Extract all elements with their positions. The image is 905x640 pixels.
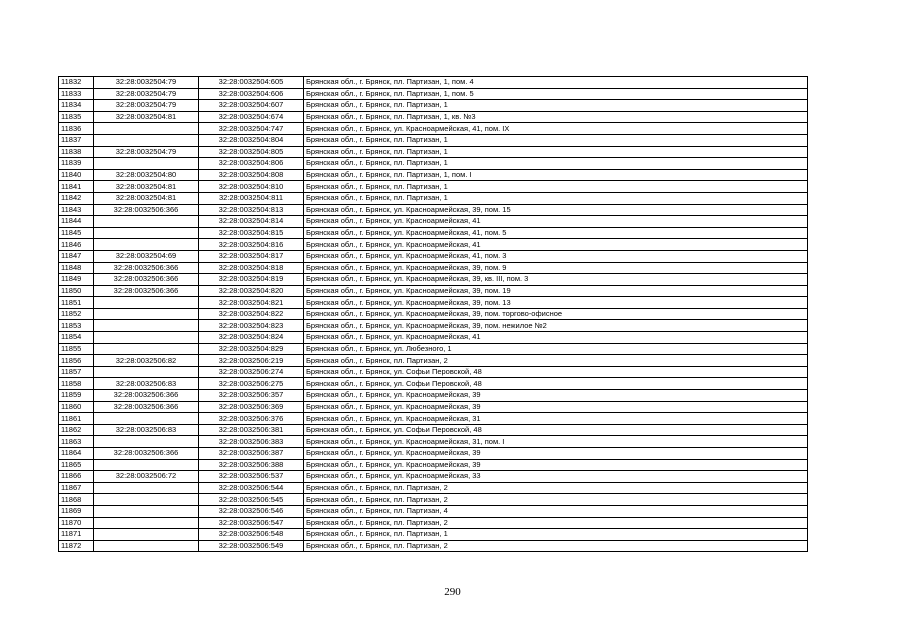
address-cell: Брянская обл., г. Брянск, ул. Красноармейская, 39, кв. III, пом. 3 <box>304 274 808 286</box>
parent-cadastral-cell <box>94 343 199 355</box>
parent-cadastral-cell: 32:28:0032504:81 <box>94 181 199 193</box>
address-cell: Брянская обл., г. Брянск, ул. Красноармейская, 31 <box>304 413 808 425</box>
parent-cadastral-cell: 32:28:0032504:79 <box>94 100 199 112</box>
cadastral-number-cell: 32:28:0032504:813 <box>199 204 304 216</box>
parent-cadastral-cell: 32:28:0032504:79 <box>94 146 199 158</box>
table-row <box>59 262 808 274</box>
cadastral-number-cell: 32:28:0032504:816 <box>199 239 304 251</box>
table-row <box>59 297 808 309</box>
cadastral-number-cell: 32:28:0032504:605 <box>199 77 304 89</box>
row-number-cell: 11859 <box>59 390 94 402</box>
cadastral-number-cell: 32:28:0032504:674 <box>199 111 304 123</box>
address-cell: Брянская обл., г. Брянск, пл. Партизан, 1 <box>304 158 808 170</box>
row-number-cell: 11841 <box>59 181 94 193</box>
row-number-cell: 11838 <box>59 146 94 158</box>
address-cell: Брянская обл., г. Брянск, ул. Красноармейская, 41, пом. 3 <box>304 250 808 262</box>
table-row <box>59 181 808 193</box>
cadastral-number-cell: 32:28:0032504:818 <box>199 262 304 274</box>
table-row <box>59 146 808 158</box>
row-number-cell: 11854 <box>59 332 94 344</box>
row-number-cell: 11872 <box>59 540 94 552</box>
cadastral-number-cell: 32:28:0032504:806 <box>199 158 304 170</box>
row-number-cell: 11833 <box>59 88 94 100</box>
address-cell: Брянская обл., г. Брянск, ул. Красноармейская, 39, пом. 15 <box>304 204 808 216</box>
row-number-cell: 11862 <box>59 424 94 436</box>
row-number-cell: 11857 <box>59 366 94 378</box>
row-number-cell: 11840 <box>59 169 94 181</box>
parent-cadastral-cell: 32:28:0032506:366 <box>94 448 199 460</box>
cadastral-number-cell: 32:28:0032506:275 <box>199 378 304 390</box>
address-cell: Брянская обл., г. Брянск, ул. Софьи Перовской, 48 <box>304 378 808 390</box>
table-row <box>59 111 808 123</box>
row-number-cell: 11860 <box>59 401 94 413</box>
row-number-cell: 11858 <box>59 378 94 390</box>
address-cell: Брянская обл., г. Брянск, ул. Красноармейская, 41, пом. IX <box>304 123 808 135</box>
row-number-cell: 11843 <box>59 204 94 216</box>
parent-cadastral-cell <box>94 239 199 251</box>
address-cell: Брянская обл., г. Брянск, ул. Красноармейская, 39, пом. нежилое №2 <box>304 320 808 332</box>
address-cell: Брянская обл., г. Брянск, пл. Партизан, 1 <box>304 100 808 112</box>
parent-cadastral-cell <box>94 216 199 228</box>
parent-cadastral-cell <box>94 332 199 344</box>
table-row <box>59 320 808 332</box>
address-cell: Брянская обл., г. Брянск, пл. Партизан, 1, пом. I <box>304 169 808 181</box>
cadastral-number-cell: 32:28:0032504:747 <box>199 123 304 135</box>
registry-table <box>58 76 808 552</box>
parent-cadastral-cell: 32:28:0032506:366 <box>94 401 199 413</box>
parent-cadastral-cell <box>94 134 199 146</box>
cadastral-number-cell: 32:28:0032506:381 <box>199 424 304 436</box>
table-row <box>59 482 808 494</box>
parent-cadastral-cell <box>94 158 199 170</box>
cadastral-number-cell: 32:28:0032504:607 <box>199 100 304 112</box>
parent-cadastral-cell: 32:28:0032506:83 <box>94 424 199 436</box>
address-cell: Брянская обл., г. Брянск, ул. Красноармейская, 41, пом. 5 <box>304 227 808 239</box>
address-cell: Брянская обл., г. Брянск, ул. Красноармейская, 33 <box>304 471 808 483</box>
cadastral-number-cell: 32:28:0032506:545 <box>199 494 304 506</box>
table-row <box>59 517 808 529</box>
row-number-cell: 11852 <box>59 308 94 320</box>
parent-cadastral-cell: 32:28:0032504:81 <box>94 192 199 204</box>
row-number-cell: 11870 <box>59 517 94 529</box>
table-row <box>59 448 808 460</box>
address-cell: Брянская обл., г. Брянск, ул. Красноармейская, 39 <box>304 448 808 460</box>
address-cell: Брянская обл., г. Брянск, ул. Красноармейская, 31, пом. I <box>304 436 808 448</box>
table-row <box>59 285 808 297</box>
address-cell: Брянская обл., г. Брянск, ул. Красноармейская, 39 <box>304 459 808 471</box>
address-cell: Брянская обл., г. Брянск, пл. Партизан, 1 <box>304 134 808 146</box>
row-number-cell: 11865 <box>59 459 94 471</box>
table-row <box>59 343 808 355</box>
cadastral-number-cell: 32:28:0032506:357 <box>199 390 304 402</box>
row-number-cell: 11866 <box>59 471 94 483</box>
cadastral-number-cell: 32:28:0032504:810 <box>199 181 304 193</box>
parent-cadastral-cell <box>94 308 199 320</box>
table-row <box>59 471 808 483</box>
row-number-cell: 11848 <box>59 262 94 274</box>
cadastral-number-cell: 32:28:0032504:815 <box>199 227 304 239</box>
parent-cadastral-cell <box>94 505 199 517</box>
table-row <box>59 100 808 112</box>
address-cell: Брянская обл., г. Брянск, пл. Партизан, 2 <box>304 482 808 494</box>
table-row <box>59 529 808 541</box>
page-number: 290 <box>444 586 461 598</box>
address-cell: Брянская обл., г. Брянск, пл. Партизан, 4 <box>304 505 808 517</box>
cadastral-number-cell: 32:28:0032504:606 <box>199 88 304 100</box>
parent-cadastral-cell <box>94 529 199 541</box>
registry-table-body <box>59 77 808 552</box>
table-row <box>59 390 808 402</box>
row-number-cell: 11846 <box>59 239 94 251</box>
row-number-cell: 11842 <box>59 192 94 204</box>
row-number-cell: 11847 <box>59 250 94 262</box>
row-number-cell: 11863 <box>59 436 94 448</box>
table-row <box>59 88 808 100</box>
row-number-cell: 11832 <box>59 77 94 89</box>
table-row <box>59 436 808 448</box>
row-number-cell: 11837 <box>59 134 94 146</box>
cadastral-number-cell: 32:28:0032506:547 <box>199 517 304 529</box>
address-cell: Брянская обл., г. Брянск, пл. Партизан, 2 <box>304 517 808 529</box>
address-cell: Брянская обл., г. Брянск, ул. Красноармейская, 39, пом. 19 <box>304 285 808 297</box>
table-row <box>59 540 808 552</box>
parent-cadastral-cell <box>94 320 199 332</box>
table-row <box>59 459 808 471</box>
table-row <box>59 355 808 367</box>
address-cell: Брянская обл., г. Брянск, ул. Софьи Перовской, 48 <box>304 366 808 378</box>
table-row <box>59 250 808 262</box>
cadastral-number-cell: 32:28:0032506:369 <box>199 401 304 413</box>
parent-cadastral-cell: 32:28:0032506:366 <box>94 204 199 216</box>
parent-cadastral-cell <box>94 227 199 239</box>
cadastral-number-cell: 32:28:0032506:537 <box>199 471 304 483</box>
row-number-cell: 11853 <box>59 320 94 332</box>
cadastral-number-cell: 32:28:0032504:811 <box>199 192 304 204</box>
row-number-cell: 11869 <box>59 505 94 517</box>
row-number-cell: 11850 <box>59 285 94 297</box>
cadastral-number-cell: 32:28:0032506:388 <box>199 459 304 471</box>
table-row <box>59 77 808 89</box>
parent-cadastral-cell <box>94 517 199 529</box>
parent-cadastral-cell: 32:28:0032506:72 <box>94 471 199 483</box>
cadastral-number-cell: 32:28:0032504:829 <box>199 343 304 355</box>
table-row <box>59 192 808 204</box>
parent-cadastral-cell: 32:28:0032504:80 <box>94 169 199 181</box>
parent-cadastral-cell: 32:28:0032504:79 <box>94 77 199 89</box>
parent-cadastral-cell: 32:28:0032504:81 <box>94 111 199 123</box>
table-row <box>59 401 808 413</box>
table-row <box>59 308 808 320</box>
address-cell: Брянская обл., г. Брянск, пл. Партизан, 1, пом. 5 <box>304 88 808 100</box>
cadastral-number-cell: 32:28:0032504:822 <box>199 308 304 320</box>
table-row <box>59 274 808 286</box>
address-cell: Брянская обл., г. Брянск, ул. Красноармейская, 39, пом. 13 <box>304 297 808 309</box>
table-row <box>59 239 808 251</box>
table-row <box>59 494 808 506</box>
row-number-cell: 11867 <box>59 482 94 494</box>
row-number-cell: 11835 <box>59 111 94 123</box>
address-cell: Брянская обл., г. Брянск, пл. Партизан, 1 <box>304 529 808 541</box>
row-number-cell: 11849 <box>59 274 94 286</box>
parent-cadastral-cell <box>94 482 199 494</box>
row-number-cell: 11834 <box>59 100 94 112</box>
address-cell: Брянская обл., г. Брянск, ул. Красноармейская, 39 <box>304 401 808 413</box>
address-cell: Брянская обл., г. Брянск, пл. Партизан, 2 <box>304 494 808 506</box>
cadastral-number-cell: 32:28:0032506:549 <box>199 540 304 552</box>
address-cell: Брянская обл., г. Брянск, пл. Партизан, 1, пом. 4 <box>304 77 808 89</box>
table-row <box>59 227 808 239</box>
cadastral-number-cell: 32:28:0032504:805 <box>199 146 304 158</box>
address-cell: Брянская обл., г. Брянск, пл. Партизан, 2 <box>304 355 808 367</box>
table-row <box>59 413 808 425</box>
address-cell: Брянская обл., г. Брянск, ул. Красноармейская, 39, пом. торгово-офисное <box>304 308 808 320</box>
table-row <box>59 332 808 344</box>
table-row <box>59 158 808 170</box>
cadastral-number-cell: 32:28:0032504:823 <box>199 320 304 332</box>
row-number-cell: 11839 <box>59 158 94 170</box>
row-number-cell: 11856 <box>59 355 94 367</box>
cadastral-number-cell: 32:28:0032504:817 <box>199 250 304 262</box>
parent-cadastral-cell: 32:28:0032506:366 <box>94 274 199 286</box>
parent-cadastral-cell <box>94 459 199 471</box>
row-number-cell: 11851 <box>59 297 94 309</box>
parent-cadastral-cell <box>94 297 199 309</box>
cadastral-number-cell: 32:28:0032506:548 <box>199 529 304 541</box>
cadastral-number-cell: 32:28:0032506:376 <box>199 413 304 425</box>
address-cell: Брянская обл., г. Брянск, ул. Красноармейская, 39 <box>304 390 808 402</box>
address-cell: Брянская обл., г. Брянск, пл. Партизан, 2 <box>304 540 808 552</box>
address-cell: Брянская обл., г. Брянск, ул. Красноармейская, 39, пом. 9 <box>304 262 808 274</box>
parent-cadastral-cell: 32:28:0032504:79 <box>94 88 199 100</box>
table-row <box>59 366 808 378</box>
cadastral-number-cell: 32:28:0032506:544 <box>199 482 304 494</box>
parent-cadastral-cell: 32:28:0032506:82 <box>94 355 199 367</box>
cadastral-number-cell: 32:28:0032506:274 <box>199 366 304 378</box>
row-number-cell: 11868 <box>59 494 94 506</box>
address-cell: Брянская обл., г. Брянск, ул. Любезного, 1 <box>304 343 808 355</box>
cadastral-number-cell: 32:28:0032506:383 <box>199 436 304 448</box>
table-row <box>59 204 808 216</box>
table-row <box>59 216 808 228</box>
parent-cadastral-cell <box>94 123 199 135</box>
address-cell: Брянская обл., г. Брянск, ул. Красноармейская, 41 <box>304 239 808 251</box>
parent-cadastral-cell: 32:28:0032506:366 <box>94 262 199 274</box>
table-row <box>59 169 808 181</box>
cadastral-number-cell: 32:28:0032504:804 <box>199 134 304 146</box>
address-cell: Брянская обл., г. Брянск, ул. Красноармейская, 41 <box>304 216 808 228</box>
cadastral-number-cell: 32:28:0032506:387 <box>199 448 304 460</box>
address-cell: Брянская обл., г. Брянск, пл. Партизан, 1, кв. №3 <box>304 111 808 123</box>
row-number-cell: 11871 <box>59 529 94 541</box>
table-row <box>59 134 808 146</box>
parent-cadastral-cell <box>94 413 199 425</box>
cadastral-number-cell: 32:28:0032504:821 <box>199 297 304 309</box>
row-number-cell: 11861 <box>59 413 94 425</box>
table-row <box>59 424 808 436</box>
address-cell: Брянская обл., г. Брянск, ул. Софьи Перовской, 48 <box>304 424 808 436</box>
parent-cadastral-cell <box>94 540 199 552</box>
cadastral-number-cell: 32:28:0032504:808 <box>199 169 304 181</box>
parent-cadastral-cell: 32:28:0032504:69 <box>94 250 199 262</box>
table-row <box>59 378 808 390</box>
address-cell: Брянская обл., г. Брянск, ул. Красноармейская, 41 <box>304 332 808 344</box>
parent-cadastral-cell <box>94 366 199 378</box>
address-cell: Брянская обл., г. Брянск, пл. Партизан, 1 <box>304 181 808 193</box>
cadastral-number-cell: 32:28:0032504:819 <box>199 274 304 286</box>
address-cell: Брянская обл., г. Брянск, пл. Партизан, 1 <box>304 192 808 204</box>
parent-cadastral-cell: 32:28:0032506:366 <box>94 390 199 402</box>
parent-cadastral-cell: 32:28:0032506:83 <box>94 378 199 390</box>
parent-cadastral-cell: 32:28:0032506:366 <box>94 285 199 297</box>
row-number-cell: 11845 <box>59 227 94 239</box>
cadastral-number-cell: 32:28:0032506:219 <box>199 355 304 367</box>
address-cell: Брянская обл., г. Брянск, пл. Партизан, 1 <box>304 146 808 158</box>
row-number-cell: 11855 <box>59 343 94 355</box>
table-row <box>59 505 808 517</box>
cadastral-number-cell: 32:28:0032504:824 <box>199 332 304 344</box>
row-number-cell: 11864 <box>59 448 94 460</box>
parent-cadastral-cell <box>94 436 199 448</box>
table-row <box>59 123 808 135</box>
cadastral-number-cell: 32:28:0032504:814 <box>199 216 304 228</box>
row-number-cell: 11836 <box>59 123 94 135</box>
cadastral-number-cell: 32:28:0032506:546 <box>199 505 304 517</box>
parent-cadastral-cell <box>94 494 199 506</box>
cadastral-number-cell: 32:28:0032504:820 <box>199 285 304 297</box>
row-number-cell: 11844 <box>59 216 94 228</box>
